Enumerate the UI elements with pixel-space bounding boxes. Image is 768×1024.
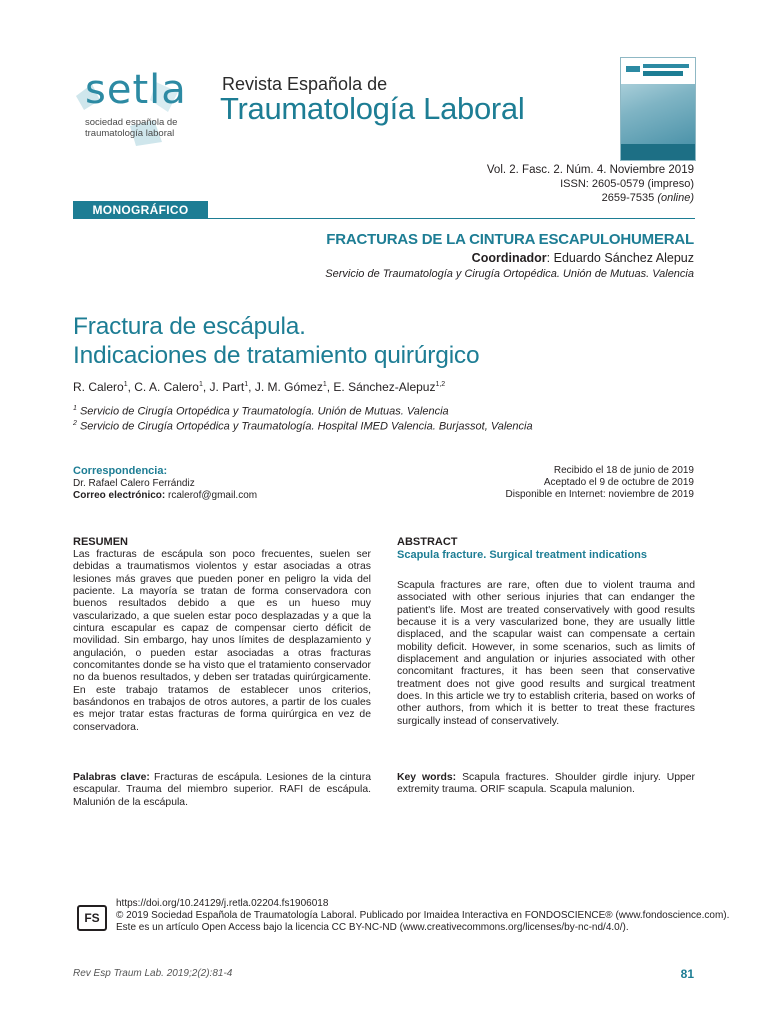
- correspondence-name: Dr. Rafael Calero Ferrándiz: [73, 478, 195, 489]
- monograph-title: FRACTURAS DE LA CINTURA ESCAPULOHUMERAL: [326, 231, 694, 248]
- date-received: Recibido el 18 de junio de 2019: [553, 465, 694, 476]
- copyright-notice: © 2019 Sociedad Española de Traumatología Laboral. Publicado por Imaidea Interactiva en FONDOSCIENCE® (www.fondoscience.com).: [116, 910, 730, 921]
- date-available: Disponible en Internet: noviembre de 2019: [505, 489, 694, 500]
- journal-cover-thumbnail: [620, 57, 696, 161]
- abstract-subtitle: Scapula fracture. Surgical treatment indications: [397, 549, 648, 561]
- affiliation-2: $^2$ Servicio de Cirugía Ortopédica y Traumatología. Hospital IMED Valencia. Burjassot, Valencia: [73, 420, 533, 433]
- abstract-keywords: Key words: Scapula fractures. Shoulder girdle injury. Upper extremity trauma. ORIF scapula. Scapula malunion.: [397, 772, 695, 796]
- resumen-heading: RESUMEN: [73, 536, 129, 548]
- issue-info: [487, 163, 694, 205]
- article-title: Fractura de escápula. Indicaciones de tratamiento quirúrgico: [73, 313, 480, 369]
- journal-title-small: Revista Española de: [222, 74, 388, 94]
- resumen-body: Las fracturas de escápula son poco frecuentes, suelen ser debidas a traumatismos violentos y estar asociadas a otras lesiones más graves que pueden poner en peligro la vida del paciente. La mayoría se tratan de forma conservadora con buenos resultados debido a que es un hueso muy vascularizado, a que suelen estar poco desplazadas y a que la cintura escapular es capaz de compensar cierto déficit de movilidad. Sin embargo, hay unos límites de desplazamiento y angulación, o pueden estar asociadas a otras fracturas concomitantes donde se ha visto que el tratamiento conservador no da buenos resultados, y deben ser tratadas quirúrgicamente. En este trabajo tratamos de establecer unos criterios, basándonos en trabajos de otros autores, a partir de los cuales es mejor tratar estas fracturas de forma quirúrgica en vez de conservadora.: [73, 549, 371, 733]
- issn-print: ISSN: 2605-0579 (impreso): [560, 178, 694, 190]
- email-link[interactable]: rcalerof@gmail.com: [168, 490, 258, 501]
- coordinator: Coordinador: Eduardo Sánchez Alepuz: [471, 251, 694, 265]
- page-number: 81: [680, 967, 694, 981]
- coordinator-service: Servicio de Traumatología y Cirugía Ortopédica. Unión de Mutuas. Valencia: [325, 268, 694, 280]
- doi-link[interactable]: https://doi.org/10.24129/j.retla.02204.fs1906018: [116, 898, 329, 909]
- license-notice: Este es un artículo Open Access bajo la licencia CC BY-NC-ND (www.creativecommons.org/licenses/by-nc-nd/4.0/).: [116, 922, 629, 933]
- society-name: sociedad española de traumatología laboral: [85, 117, 178, 139]
- journal-title: Traumatología Laboral: [220, 91, 525, 126]
- resumen-keywords: Palabras clave: Fracturas de escápula. Lesiones de la cintura escapular. Trauma del miembro superior. RAFI de escápula. Malunión de la escápula.: [73, 772, 371, 808]
- correspondence-label: Correspondencia:: [73, 465, 168, 477]
- society-logo: setla: [85, 67, 187, 113]
- fondoscience-logo: FS: [77, 905, 107, 931]
- section-tab: MONOGRÁFICO: [73, 201, 208, 219]
- affiliation-1: $^1$ Servicio de Cirugía Ortopédica y Traumatología. Unión de Mutuas. Valencia: [73, 405, 449, 418]
- citation: Rev Esp Traum Lab. 2019;2(2):81-4: [73, 968, 233, 979]
- abstract-heading: ABSTRACT: [397, 536, 458, 548]
- correspondence-email: Correo electrónico: rcalerof@gmail.com: [73, 490, 258, 501]
- issn-online: 2659-7535 (online): [601, 192, 694, 204]
- date-accepted: Aceptado el 9 de octubre de 2019: [543, 477, 694, 488]
- article-dates: [506, 465, 694, 501]
- author-list: R. Calero$^1$, C. A. Calero$^1$, J. Part$^1$, J. M. Gómez$^1$, E. Sánchez-Alepuz$^{1,2}$: [73, 380, 446, 394]
- abstract-body: Scapula fractures are rare, often due to violent trauma and associated with other serious injuries that can endanger the patient's life. Most are treated conservatively with good results because it is a very vascularized bone, they are usually little displaced, and the scapular waist can compensate a certain mobility deficit. However, in some scenarios, such as limits of displacement and angulation or injuries associated with other concomitant fractures, it has been seen that conservative treatment does not give good results and surgical treatment does. In this article we try to establish criteria, based on works of other authors, from which it is better to treat these fractures surgically instead of conservatively.: [397, 580, 695, 727]
- issue-volume: Vol. 2. Fasc. 2. Núm. 4. Noviembre 2019: [486, 164, 694, 176]
